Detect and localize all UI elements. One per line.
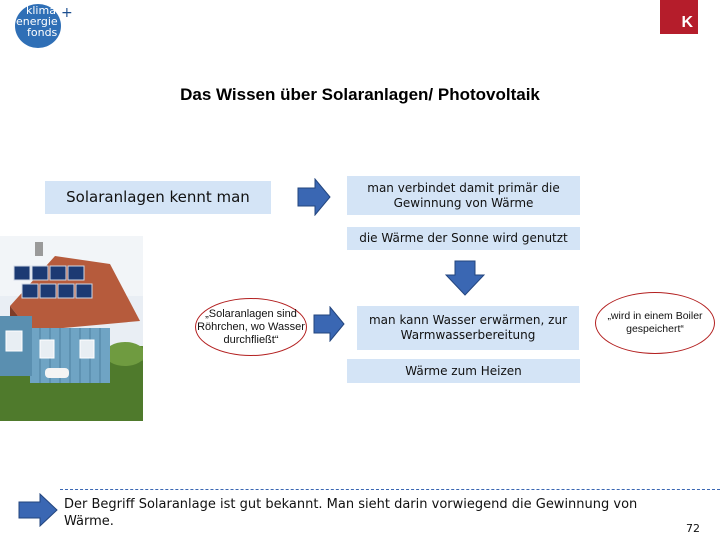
page-title: Das Wissen über Solaranlagen/ Photovoltaik <box>180 85 540 104</box>
box-heating: Wärme zum Heizen <box>347 359 580 383</box>
footer-summary: Der Begriff Solaranlage ist gut bekannt. Man sieht darin vorwiegend die Gewinnung von Wärme. <box>64 497 638 529</box>
corner-badge-letter: K <box>681 14 693 31</box>
corner-badge <box>660 0 698 34</box>
box-sun-heat: die Wärme der Sonne wird genutzt <box>347 227 580 250</box>
quote-bubble-boiler: „wird in einem Boiler gespeichert“ <box>595 292 715 354</box>
logo-text-line2: energie <box>16 15 58 28</box>
arrow-right-icon <box>18 493 58 527</box>
footer-divider <box>60 489 720 490</box>
page-number: 72 <box>686 522 700 535</box>
logo-text-line3: fonds <box>27 26 58 39</box>
arrow-right-icon <box>313 306 345 342</box>
quote-bubble-tubes: „Solaranlagen sind Röhrchen, wo Wasser durchfließt“ <box>195 298 307 356</box>
logo-text-line1: klima <box>26 4 56 17</box>
box-known: Solaranlagen kennt man <box>45 181 271 214</box>
arrow-right-icon <box>297 178 331 216</box>
box-associate: man verbindet damit primär die Gewinnung von Wärme <box>347 176 580 215</box>
logo-plus: + <box>61 5 73 21</box>
solar-house-photo <box>0 236 143 421</box>
box-warm-water: man kann Wasser erwärmen, zur Warmwasserbereitung <box>357 306 579 350</box>
arrow-down-icon <box>445 260 485 296</box>
